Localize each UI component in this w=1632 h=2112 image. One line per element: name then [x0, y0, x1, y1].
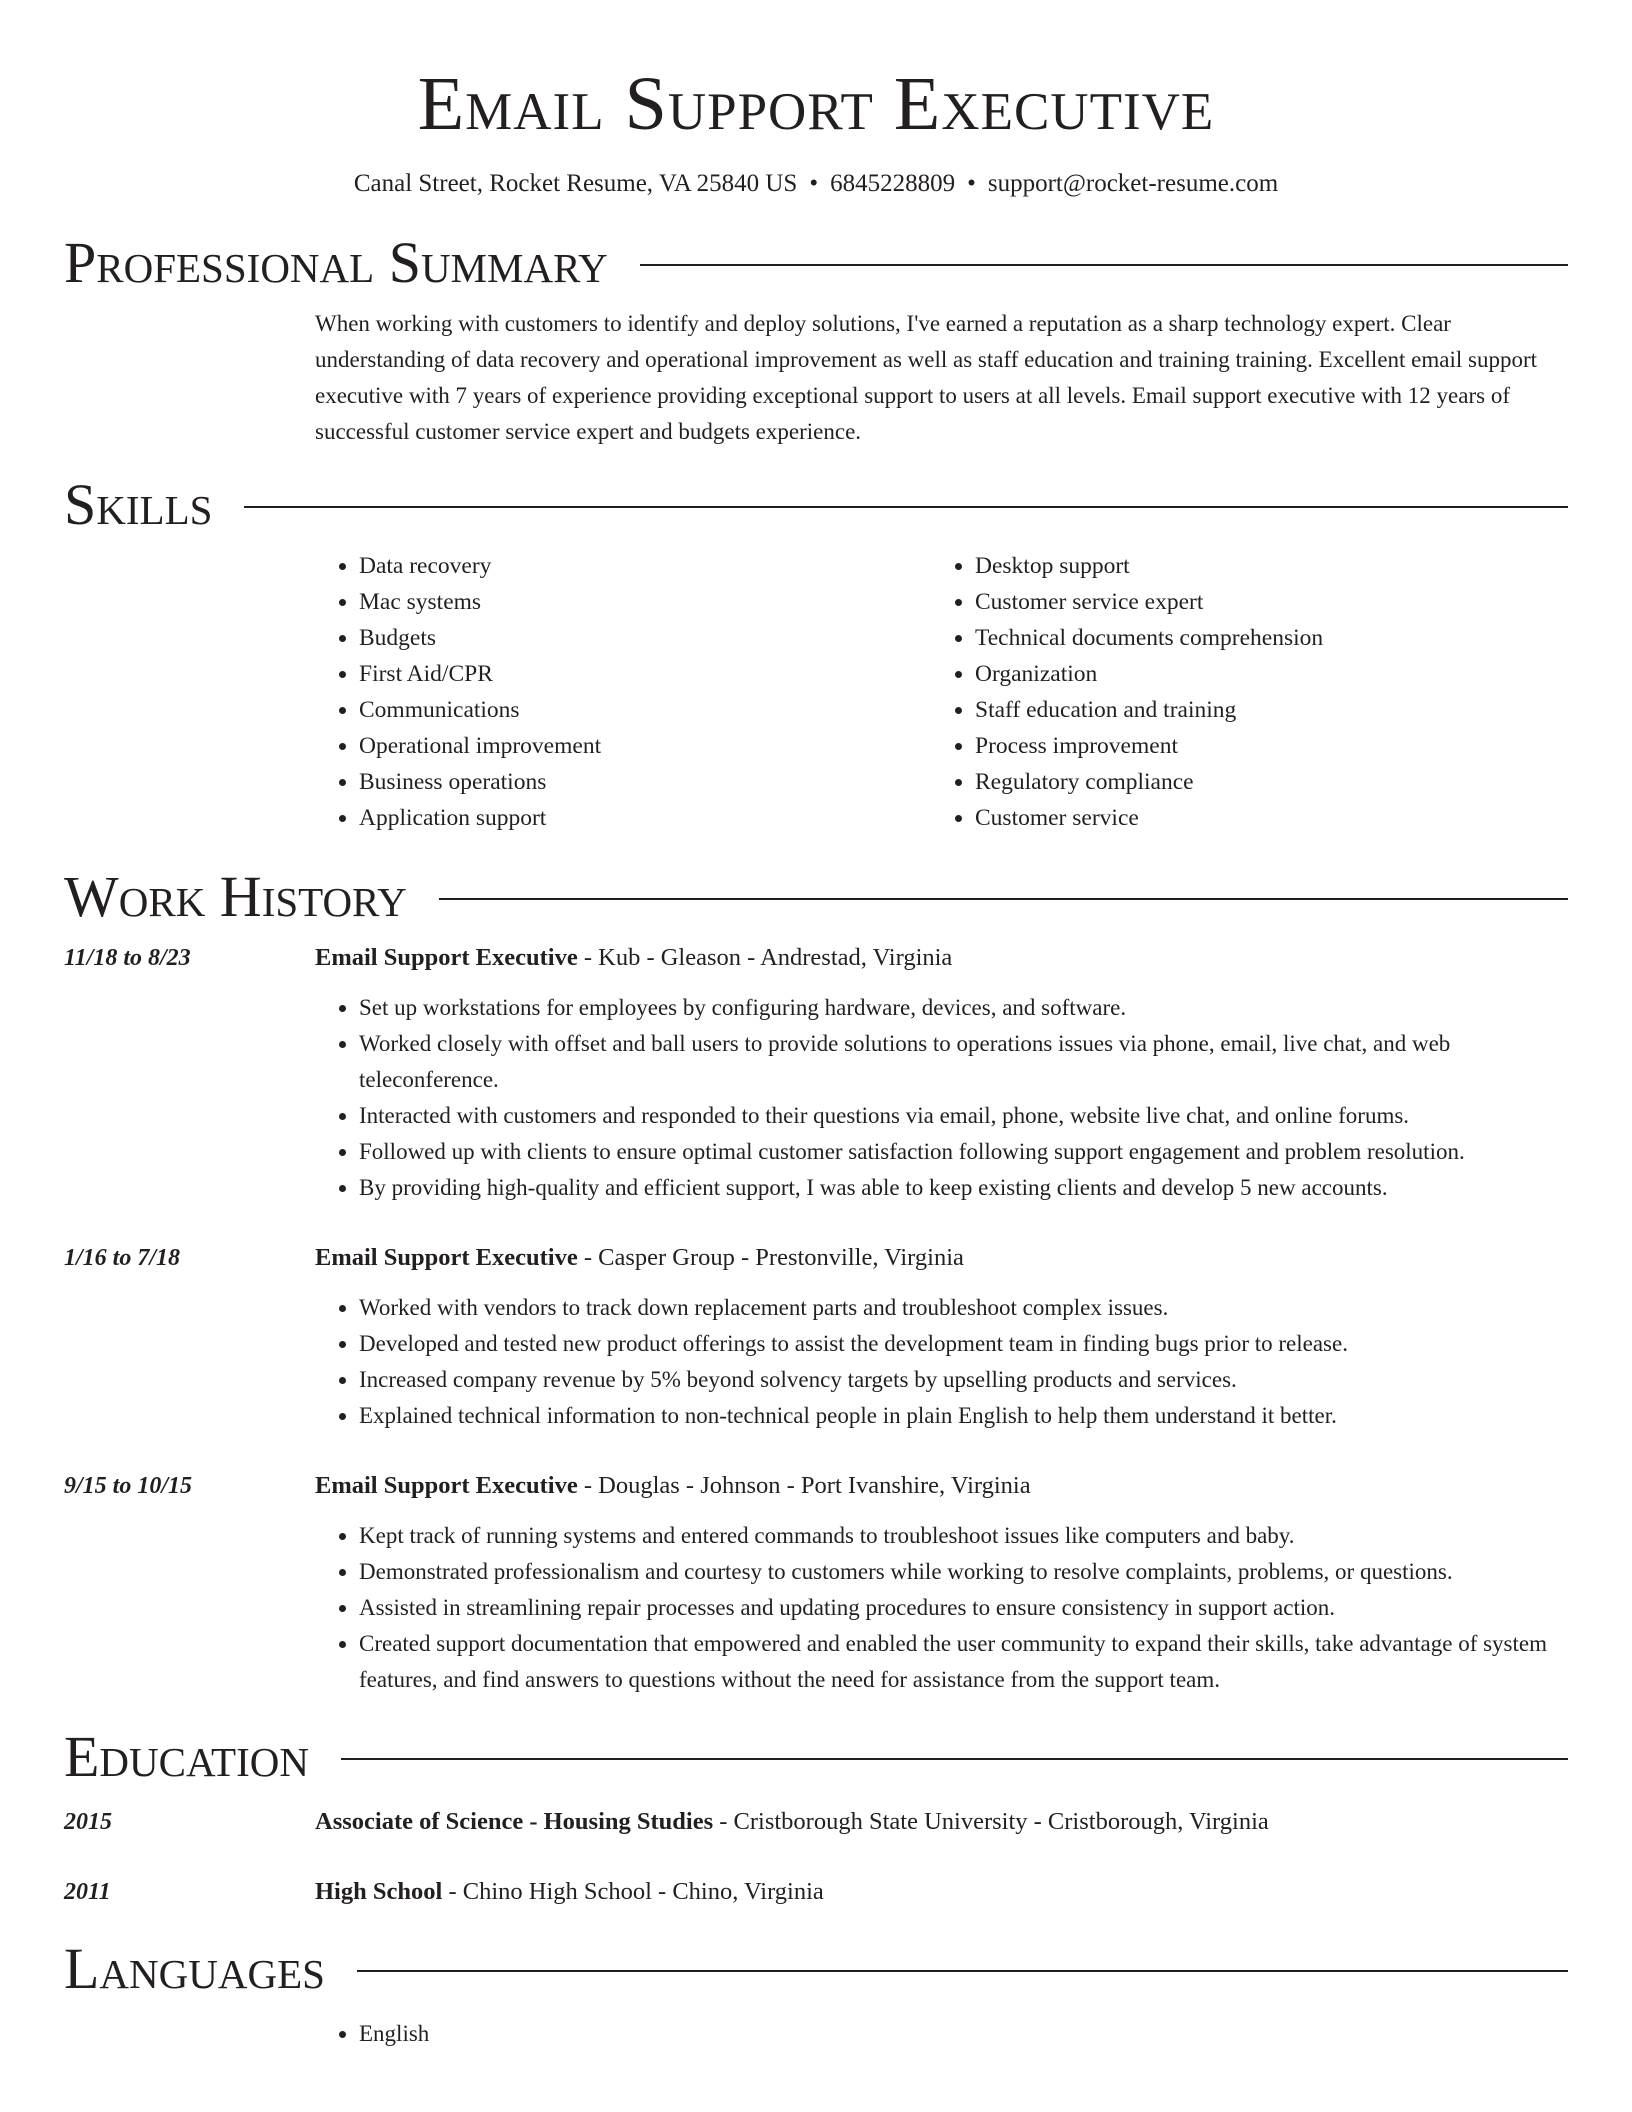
job-entry	[64, 940, 1568, 1206]
skill-item: • Budgets	[359, 620, 931, 656]
education-details: - Cristborough State University - Cristborough, Virginia	[713, 1808, 1269, 1835]
job-bullet: • Increased company revenue by 5% beyond solvency targets by upselling products and services.	[359, 1362, 1568, 1398]
languages-section-header	[64, 1936, 1568, 2002]
languages-heading: Languages	[64, 1936, 325, 2001]
job-bullets	[315, 1290, 1568, 1434]
section-divider	[640, 264, 1568, 266]
skill-item: • Operational improvement	[359, 728, 931, 764]
job-title: Email Support Executive	[315, 944, 578, 971]
skill-item: • Customer service	[975, 800, 1547, 836]
job-bullets	[315, 990, 1568, 1206]
skill-item: • Application support	[359, 800, 931, 836]
contact-separator: •	[967, 170, 976, 197]
job-body	[315, 1240, 1568, 1434]
section-divider	[439, 898, 1568, 900]
job-entry	[64, 1468, 1568, 1698]
job-bullet: • Created support documentation that empowered and enabled the user community to expand their skills, take advantage of system features, and find answers to questions without the need for assistance from the support team.	[359, 1626, 1568, 1698]
skills-body	[315, 548, 1568, 836]
job-title-line	[315, 1468, 1568, 1504]
summary-body	[315, 306, 1568, 450]
summary-heading: Professional Summary	[64, 230, 608, 295]
skill-item: • Mac systems	[359, 584, 931, 620]
job-title: Email Support Executive	[315, 1472, 578, 1499]
contact-separator: •	[809, 170, 819, 197]
skill-item: • Customer service expert	[975, 584, 1547, 620]
education-degree: Associate of Science - Housing Studies	[315, 1808, 714, 1835]
education-year: 2015	[64, 1809, 112, 1835]
section-divider	[244, 506, 1568, 508]
job-dates: 9/15 to 10/15	[64, 1473, 193, 1499]
skills-columns	[315, 548, 1568, 836]
skill-item: • First Aid/CPR	[359, 656, 931, 692]
languages-body	[315, 2016, 1568, 2052]
section-divider	[357, 1970, 1568, 1972]
skills-list-left	[315, 548, 931, 836]
skills-heading: Skills	[64, 472, 213, 537]
job-title-line	[315, 1240, 1568, 1276]
job-bullet: • Worked with vendors to track down replacement parts and troubleshoot complex issues.	[359, 1290, 1568, 1326]
job-title: Email Support Executive	[315, 1244, 578, 1271]
skill-item: • Staff education and training	[975, 692, 1547, 728]
skill-item: • Desktop support	[975, 548, 1547, 584]
work-heading: Work History	[64, 864, 407, 929]
education-entry	[64, 1804, 1568, 1840]
education-section-header	[64, 1724, 1568, 1790]
job-body	[315, 1468, 1568, 1698]
education-year: 2011	[64, 1879, 111, 1905]
skills-section-header	[64, 472, 1568, 538]
job-bullet: • Interacted with customers and responded to their questions via email, phone, website live chat, and online forums.	[359, 1098, 1568, 1134]
job-bullet: • Explained technical information to non-technical people in plain English to help them understand it better.	[359, 1398, 1568, 1434]
education-line	[315, 1804, 1568, 1840]
skill-item: • Communications	[359, 692, 931, 728]
skill-item: • Process improvement	[975, 728, 1547, 764]
summary-text: When working with customers to identify and deploy solutions, I've earned a reputation as a sharp technology expert. Clear understanding of data recovery and operational improvement as well as staff education and training training. Excellent email support executive with 7 years of experience providing exceptional support to users at all levels. Email support executive with 12 years of successful customer service expert and budgets experience.	[315, 311, 1538, 444]
job-bullet: • By providing high-quality and efficient support, I was able to keep existing clients and develop 5 new accounts.	[359, 1170, 1568, 1206]
contact-line	[64, 168, 1568, 200]
languages-list	[315, 2016, 1568, 2052]
job-bullet: • Demonstrated professionalism and courtesy to customers while working to resolve complaints, problems, or questions.	[359, 1554, 1568, 1590]
job-bullet: • Developed and tested new product offerings to assist the development team in finding bugs prior to release.	[359, 1326, 1568, 1362]
section-divider	[341, 1758, 1568, 1760]
job-dates: 1/16 to 7/18	[64, 1245, 181, 1271]
job-bullet: • Assisted in streamlining repair processes and updating procedures to ensure consistency in support action.	[359, 1590, 1568, 1626]
language-item: • English	[359, 2016, 1568, 2052]
job-details: - Douglas - Johnson - Port Ivanshire, Virginia	[577, 1472, 1031, 1499]
education-line	[315, 1874, 1568, 1910]
job-dates: 11/18 to 8/23	[64, 945, 191, 971]
job-bullet: • Followed up with clients to ensure optimal customer satisfaction following support engagement and problem resolution.	[359, 1134, 1568, 1170]
skill-item: • Business operations	[359, 764, 931, 800]
job-bullets	[315, 1518, 1568, 1698]
job-bullet: • Kept track of running systems and entered commands to troubleshoot issues like computers and baby.	[359, 1518, 1568, 1554]
job-entry	[64, 1240, 1568, 1434]
skill-item: • Data recovery	[359, 548, 931, 584]
skill-item: • Technical documents comprehension	[975, 620, 1547, 656]
job-details: - Kub - Gleason - Andrestad, Virginia	[577, 944, 953, 971]
contact-address: Canal Street, Rocket Resume, VA 25840 US	[353, 170, 798, 197]
skill-item: • Regulatory compliance	[975, 764, 1547, 800]
job-bullet: • Set up workstations for employees by configuring hardware, devices, and software.	[359, 990, 1568, 1026]
job-bullet: • Worked closely with offset and ball users to provide solutions to operations issues via phone, email, live chat, and web teleconference.	[359, 1026, 1568, 1098]
education-degree: High School	[315, 1878, 443, 1905]
contact-email: support@rocket-resume.com	[987, 170, 1279, 197]
skills-list-right	[931, 548, 1547, 836]
contact-phone: 6845228809	[830, 170, 956, 197]
summary-section-header	[64, 230, 1568, 296]
work-section-header	[64, 864, 1568, 930]
resume-name: Email Support Executive	[417, 62, 1215, 146]
job-title-line	[315, 940, 1568, 976]
job-details: - Casper Group - Prestonville, Virginia	[577, 1244, 964, 1271]
job-body	[315, 940, 1568, 1206]
skill-item: • Organization	[975, 656, 1547, 692]
education-heading: Education	[64, 1724, 309, 1789]
education-entry	[64, 1874, 1568, 1910]
education-details: - Chino High School - Chino, Virginia	[442, 1878, 824, 1905]
